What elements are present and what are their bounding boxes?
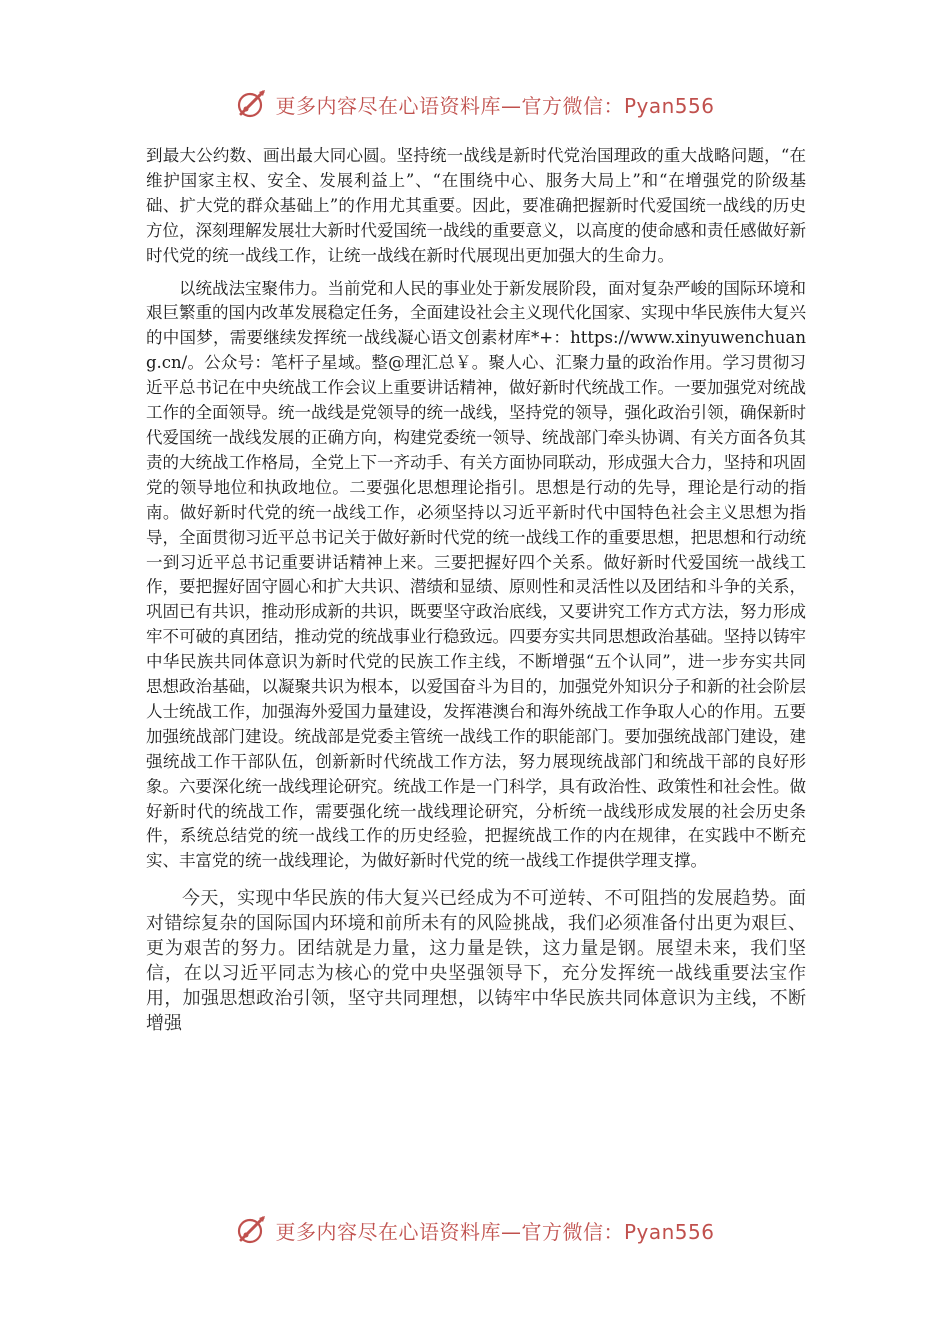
footer-banner <box>0 1210 950 1250</box>
footer-banner-text: 更多内容尽在心语资料库—官方微信：Pyan556 <box>275 1219 715 1244</box>
header-banner <box>0 84 950 124</box>
paragraph-3: 今天，实现中华民族的伟大复兴已经成为不可逆转、不可阻挡的发展趋势。面对错综复杂的国际国内环境和前所未有的风险挑战，我们必须准备付出更为艰巨、更为艰苦的努力。团结就是力量，这力量是铁，这力量是钢。展望未来，我们坚信，在以习近平同志为核心的党中央坚强领导下，充分发挥统一战线重要法宝作用，加强思想政治引领，坚守共同理想，以铸牢中华民族共同体意识为主线，不断增强 <box>146 888 806 1035</box>
pen-logo-icon <box>235 1213 269 1247</box>
pen-logo-icon <box>235 87 269 121</box>
paragraph-1: 到最大公约数、画出最大同心圆。坚持统一战线是新时代党治国理政的重大战略问题，“在维护国家主权、安全、发展利益上”、“在围绕中心、服务大局上”和“在增强党的阶级基础、扩大党的群众基础上”的作用尤其重要。因此，要准确把握新时代爱国统一战线的历史方位，深刻理解发展壮大新时代爱国统一战线的重要意义，以高度的使命感和责任感做好新时代党的统一战线工作，让统一战线在新时代展现出更加强大的生命力。 <box>146 146 806 265</box>
document-body <box>146 144 806 1036</box>
header-banner-text: 更多内容尽在心语资料库—官方微信：Pyan556 <box>275 93 715 118</box>
paragraph-2: 以统战法宝聚伟力。当前党和人民的事业处于新发展阶段，面对复杂严峻的国际环境和艰巨繁重的国内改革发展稳定任务，全面建设社会主义现代化国家、实现中华民族伟大复兴的中国梦，需要继续发挥统一战线凝心语文创素材库*+：https://www.xinyuwenchuang.cn/。公众号：笔杆子星域。整@理汇总￥。聚人心、汇聚力量的政治作用。学习贯彻习近平总书记在中央统战工作会议上重要讲话精神，做好新时代统战工作。一要加强党对统战工作的全面领导。统一战线是党领导的统一战线，坚持党的领导，强化政治引领，确保新时代爱国统一战线发展的正确方向，构建党委统一领导、统战部门牵头协调、有关方面各负其责的大统战工作格局，全党上下一齐动手、有关方面协同联动，形成强大合力，坚持和巩固党的领导地位和执政地位。二要强化思想理论指引。思想是行动的先导，理论是行动的指南。做好新时代党的统一战线工作，必须坚持以习近平新时代中国特色社会主义思想为指导，全面贯彻习近平总书记关于做好新时代党的统一战线工作的重要思想，把思想和行动统一到习近平总书记重要讲话精神上来。三要把握好四个关系。做好新时代爱国统一战线工作，要把握好固守圆心和扩大共识、潜绩和显绩、原则性和灵活性以及团结和斗争的关系，巩固已有共识，推动形成新的共识，既要坚守政治底线，又要讲究工作方式方法，努力形成牢不可破的真团结，推动党的统战事业行稳致远。四要夯实共同思想政治基础。坚持以铸牢中华民族共同体意识为新时代党的民族工作主线，不断增强“五个认同”，进一步夯实共同思想政治基础，以凝聚共识为根本，以爱国奋斗为目的，加强党外知识分子和新的社会阶层人士统战工作，加强海外爱国力量建设，发挥港澳台和海外统战工作争取人心的作用。五要加强统战部门建设。统战部是党委主管统一战线工作的职能部门。要加强统战部门建设，建强统战工作干部队伍，创新新时代统战工作方法，努力展现统战部门和统战干部的良好形象。六要深化统一战线理论研究。统战工作是一门科学，具有政治性、政策性和社会性。做好新时代的统战工作，需要强化统一战线理论研究，分析统一战线形成发展的社会历史条件，系统总结党的统一战线工作的历史经验，把握统战工作的内在规律，在实践中不断充实、丰富党的统一战线理论，为做好新时代党的统一战线工作提供学理支撑。 <box>146 278 806 871</box>
